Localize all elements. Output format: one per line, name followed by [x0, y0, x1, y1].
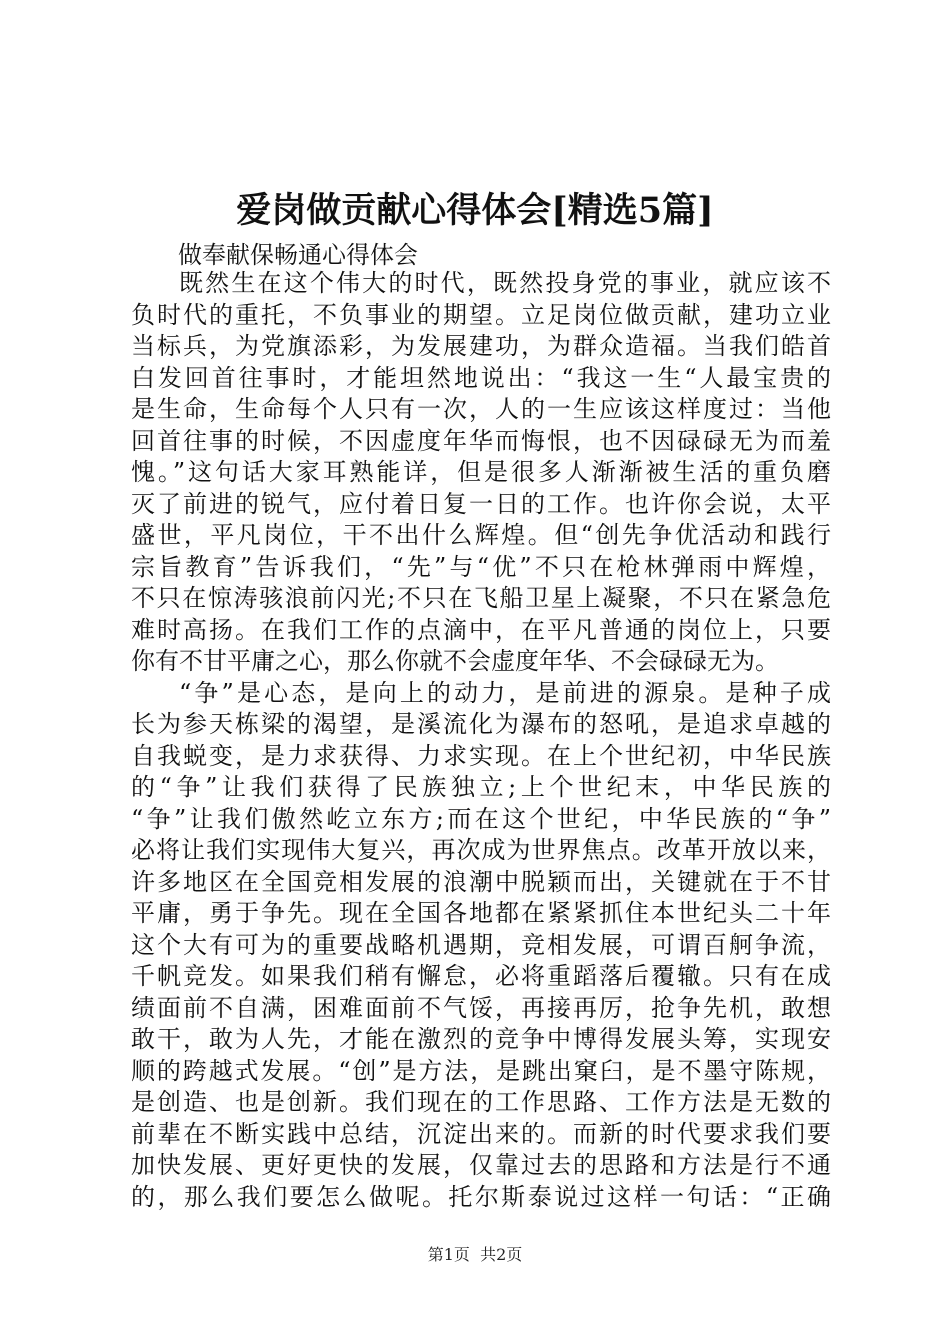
body-line: 的“争”让我们获得了民族独立;上个世纪末，中华民族的	[131, 773, 831, 801]
body-line: “争”是心态，是向上的动力，是前进的源泉。是种子成	[179, 678, 831, 707]
document-body	[131, 268, 831, 1213]
body-line: 是生命，生命每个人只有一次，人的一生应该这样度过：当他	[131, 395, 831, 423]
body-line: “争”让我们傲然屹立东方;而在这个世纪，中华民族的“争”	[131, 804, 831, 833]
document-subtitle: 做奉献保畅通心得体会	[178, 241, 418, 269]
body-line: 当标兵，为党旗添彩，为发展建功，为群众造福。当我们皓首	[131, 332, 831, 360]
body-line: 长为参天栋梁的渴望，是溪流化为瀑布的怒吼，是追求卓越的	[131, 710, 831, 738]
body-line: 难时高扬。在我们工作的点滴中，在平凡普通的岗位上，只要	[131, 615, 831, 644]
body-line: 灭了前进的锐气，应付着日复一日的工作。也许你会说，太平	[131, 489, 831, 518]
body-line: 盛世，平凡岗位，干不出什么辉煌。但“创先争优活动和践行	[131, 521, 831, 549]
page-footer: 第1页 共2页	[427, 1245, 523, 1264]
body-line: 顺的跨越式发展。“创”是方法，是跳出窠臼，是不墨守陈规，	[131, 1056, 831, 1085]
document-title: 爱岗做贡献心得体会[精选5篇]	[236, 190, 714, 231]
body-line: 负时代的重托，不负事业的期望。立足岗位做贡献，建功立业	[131, 300, 831, 329]
body-line: 平庸，勇于争先。现在全国各地都在紧紧抓住本世纪头二十年	[131, 899, 831, 927]
body-line: 是创造、也是创新。我们现在的工作思路、工作方法是无数的	[131, 1088, 831, 1116]
body-line: 你有不甘平庸之心，那么你就不会虚度年华、不会碌碌无为。	[131, 647, 779, 675]
body-line: 自我蜕变，是力求获得、力求实现。在上个世纪初，中华民族	[131, 741, 831, 770]
body-line: 不只在惊涛骇浪前闪光;不只在飞船卫星上凝聚，不只在紧急危	[131, 584, 831, 612]
body-line: 的，那么我们要怎么做呢。托尔斯泰说过这样一句话：“正确	[131, 1182, 831, 1211]
body-line: 这个大有可为的重要战略机遇期，竞相发展，可谓百舸争流，	[131, 930, 831, 959]
body-line: 既然生在这个伟大的时代，既然投身党的事业，就应该不	[179, 269, 831, 297]
body-line: 绩面前不自满，困难面前不气馁，再接再厉，抢争先机，敢想	[131, 993, 831, 1022]
body-line: 回首往事的时候，不因虚度年华而悔恨，也不因碌碌无为而羞	[131, 426, 831, 455]
body-line: 宗旨教育”告诉我们，“先”与“优”不只在枪林弹雨中辉煌，	[131, 552, 831, 581]
body-line: 许多地区在全国竞相发展的浪潮中脱颖而出，关键就在于不甘	[131, 867, 831, 896]
body-line: 敢干，敢为人先，才能在激烈的竞争中博得发展头筹，实现安	[131, 1025, 831, 1053]
body-line: 必将让我们实现伟大复兴，再次成为世界焦点。改革开放以来，	[131, 836, 831, 864]
body-line: 愧。”这句话大家耳熟能详，但是很多人渐渐被生活的重负磨	[131, 458, 831, 486]
body-line: 白发回首往事时，才能坦然地说出：“我这一生“人最宝贵的	[131, 363, 831, 392]
body-line: 千帆竞发。如果我们稍有懈怠，必将重蹈落后覆辙。只有在成	[131, 962, 831, 990]
body-line: 前辈在不断实践中总结，沉淀出来的。而新的时代要求我们要	[131, 1119, 831, 1148]
body-line: 加快发展、更好更快的发展，仅靠过去的思路和方法是行不通	[131, 1151, 831, 1179]
